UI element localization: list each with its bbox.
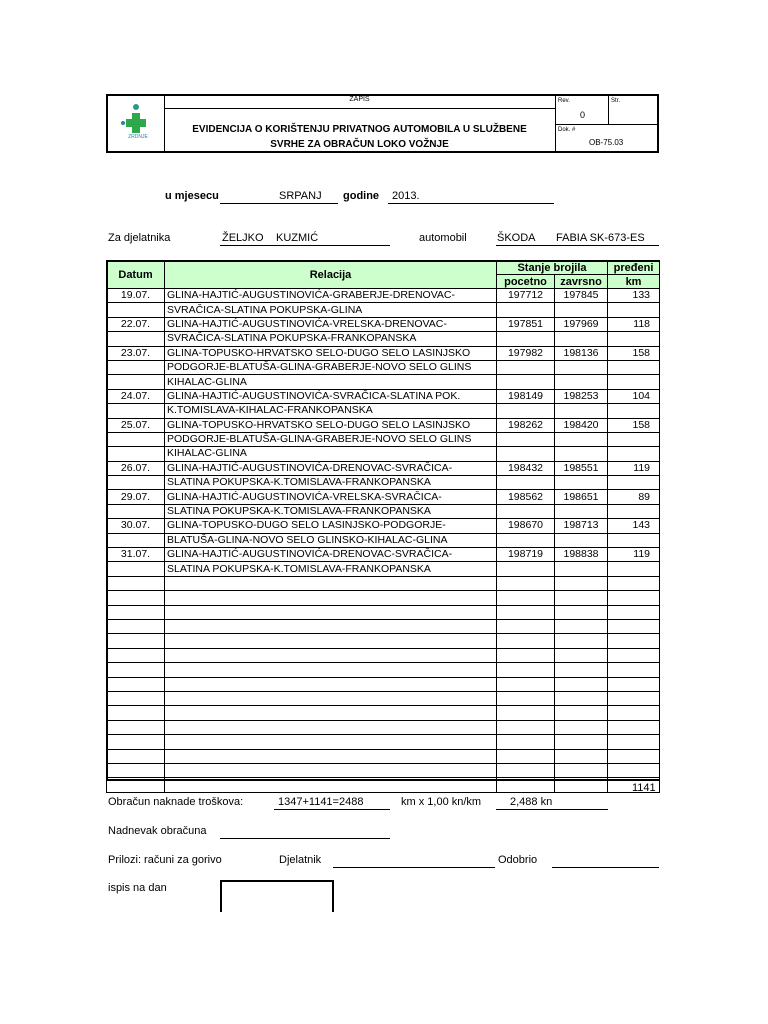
cell-date[interactable]: 30.07. [107, 519, 165, 533]
col-header-date: Datum [107, 261, 165, 289]
cell-date[interactable]: 23.07. [107, 346, 165, 360]
cell-km[interactable] [608, 332, 660, 346]
cell-date[interactable] [107, 677, 165, 691]
cell-start[interactable] [497, 332, 555, 346]
table-row [107, 447, 660, 461]
cell-km[interactable] [608, 706, 660, 720]
rev-value: 0 [580, 110, 586, 120]
cell-route[interactable] [165, 706, 497, 720]
cell-start[interactable] [497, 562, 555, 576]
cell-start[interactable] [497, 749, 555, 763]
cell-km[interactable] [608, 749, 660, 763]
cell-route[interactable] [165, 677, 497, 691]
table-row [107, 332, 660, 346]
approved-label: Odobrio [498, 854, 538, 866]
cell-end[interactable]: 198651 [555, 490, 608, 504]
table-row [107, 735, 660, 749]
cell-end[interactable]: 198838 [555, 548, 608, 562]
cell-route[interactable]: GLINA-HAJTIĆ-AUGUSTINOVIĆA-DRENOVAC-SVRAČICA- [165, 548, 497, 562]
cell-km[interactable] [608, 720, 660, 734]
cell-end[interactable]: 198551 [555, 461, 608, 475]
table-row [107, 576, 660, 590]
cell-route[interactable]: SVRAČICA-SLATINA POKUPSKA-FRANKOPANSKA [165, 332, 497, 346]
cell-start[interactable] [497, 634, 555, 648]
cell-start[interactable] [497, 360, 555, 374]
cell-end[interactable]: 198713 [555, 519, 608, 533]
table-row [107, 634, 660, 648]
cell-start[interactable] [497, 591, 555, 605]
cell-km[interactable] [608, 763, 660, 777]
cell-end[interactable] [555, 375, 608, 389]
cell-start[interactable] [497, 778, 555, 792]
cell-km[interactable] [608, 735, 660, 749]
employee-last-name[interactable]: KUZMIĆ [276, 232, 319, 244]
table-row [107, 303, 660, 317]
cell-date[interactable] [107, 360, 165, 374]
cell-km[interactable] [608, 360, 660, 374]
cell-route[interactable]: GLINA-TOPUSKO-DUGO SELO LASINJSKO-PODGORJE- [165, 519, 497, 533]
cell-date[interactable] [107, 691, 165, 705]
cell-start[interactable] [497, 404, 555, 418]
cell-start[interactable] [497, 375, 555, 389]
employee-label: Za djelatnika [108, 232, 171, 244]
cell-route[interactable] [165, 619, 497, 633]
cell-km[interactable] [608, 691, 660, 705]
cell-end[interactable] [555, 562, 608, 576]
cell-start[interactable] [497, 476, 555, 490]
col-header-km-line2: km [608, 275, 660, 289]
cell-end[interactable] [555, 778, 608, 792]
year-label: godine [343, 190, 380, 202]
cell-route[interactable] [165, 576, 497, 590]
cell-route[interactable]: SLATINA POKUPSKA-K.TOMISLAVA-FRANKOPANSKA [165, 476, 497, 490]
cell-start[interactable] [497, 605, 555, 619]
cell-km[interactable] [608, 591, 660, 605]
table-row [107, 562, 660, 576]
divider [608, 96, 609, 124]
table-row [107, 548, 660, 562]
employee-underline [220, 245, 390, 246]
cell-km[interactable] [608, 648, 660, 662]
table-row [107, 346, 660, 360]
cell-km[interactable] [608, 303, 660, 317]
approved-sign-field[interactable] [552, 867, 659, 868]
cell-date[interactable] [107, 605, 165, 619]
logo-text: ZRDNJE [128, 134, 148, 140]
cell-end[interactable]: 197845 [555, 289, 608, 303]
table-row [107, 619, 660, 633]
col-header-km-line1: pređeni [608, 261, 660, 275]
cell-route[interactable]: SLATINA POKUPSKA-K.TOMISLAVA-FRANKOPANSKA [165, 562, 497, 576]
cell-route[interactable]: GLINA-TOPUSKO-HRVATSKO SELO-DUGO SELO LASINJSKO [165, 346, 497, 360]
cell-end[interactable] [555, 634, 608, 648]
cell-end[interactable]: 197969 [555, 317, 608, 331]
str-label: Str. [611, 98, 621, 104]
doc-type: ZAPIS [349, 96, 370, 103]
cell-km[interactable]: 143 [608, 519, 660, 533]
cell-date[interactable] [107, 663, 165, 677]
cell-start[interactable]: 198432 [497, 461, 555, 475]
cell-end[interactable]: 198136 [555, 346, 608, 360]
cell-start[interactable] [497, 706, 555, 720]
cell-km[interactable] [608, 533, 660, 547]
cell-end[interactable] [555, 735, 608, 749]
cell-date[interactable] [107, 763, 165, 777]
cell-route[interactable] [165, 591, 497, 605]
cell-route[interactable] [165, 663, 497, 677]
table-row [107, 476, 660, 490]
table-row [107, 749, 660, 763]
cell-route[interactable] [165, 634, 497, 648]
car-make[interactable]: ŠKODA [497, 232, 536, 244]
cell-route[interactable] [165, 749, 497, 763]
cell-end[interactable] [555, 763, 608, 777]
table-row [107, 504, 660, 518]
cell-km[interactable]: 119 [608, 548, 660, 562]
col-header-end: zavrsno [555, 275, 608, 289]
total-km: 1141 [632, 782, 656, 794]
cell-route[interactable]: GLINA-HAJTIĆ-AUGUSTINOVIĆA-VRELSKA-DRENOVAC- [165, 317, 497, 331]
table-row [107, 591, 660, 605]
cell-start[interactable]: 198670 [497, 519, 555, 533]
cell-end[interactable] [555, 432, 608, 446]
cell-date[interactable] [107, 735, 165, 749]
cell-km[interactable] [608, 663, 660, 677]
cell-date[interactable] [107, 634, 165, 648]
month-label: u mjesecu [165, 190, 219, 202]
cell-km[interactable] [608, 634, 660, 648]
cell-date[interactable]: 22.07. [107, 317, 165, 331]
cell-end[interactable] [555, 648, 608, 662]
cell-route[interactable] [165, 735, 497, 749]
car-label: automobil [419, 232, 467, 244]
cell-end[interactable] [555, 749, 608, 763]
employee-sign-label: Djelatnik [279, 854, 322, 866]
cell-end[interactable] [555, 619, 608, 633]
cell-date[interactable] [107, 576, 165, 590]
cell-start[interactable] [497, 663, 555, 677]
cell-route[interactable]: PODGORJE-BLATUŠA-GLINA-GRABERJE-NOVO SELO GLINS [165, 432, 497, 446]
cell-start[interactable]: 198562 [497, 490, 555, 504]
cell-end[interactable] [555, 605, 608, 619]
cell-route[interactable]: SLATINA POKUPSKA-K.TOMISLAVA-FRANKOPANSKA [165, 504, 497, 518]
table-row [107, 490, 660, 504]
trip-log-table [106, 260, 659, 793]
cell-end[interactable] [555, 303, 608, 317]
cell-end[interactable] [555, 360, 608, 374]
table-row [107, 778, 660, 792]
cell-date[interactable] [107, 533, 165, 547]
cell-km[interactable]: 158 [608, 346, 660, 360]
cell-date[interactable] [107, 447, 165, 461]
cell-start[interactable] [497, 648, 555, 662]
print-date-box[interactable] [220, 880, 334, 912]
cell-end[interactable] [555, 447, 608, 461]
rev-label: Rev. [558, 98, 570, 104]
employee-first-name[interactable]: ŽELJKO [222, 232, 264, 244]
cell-end[interactable]: 198420 [555, 418, 608, 432]
col-header-meter: Stanje brojila [497, 261, 608, 275]
cell-start[interactable] [497, 447, 555, 461]
cell-date[interactable] [107, 562, 165, 576]
cell-date[interactable] [107, 504, 165, 518]
cell-date[interactable]: 24.07. [107, 389, 165, 403]
table-row [107, 360, 660, 374]
col-header-route: Relacija [165, 261, 497, 289]
amount-underline [496, 809, 608, 810]
cell-date[interactable] [107, 591, 165, 605]
cell-start[interactable] [497, 576, 555, 590]
calc-label: Obračun naknade troškova: [108, 796, 244, 808]
table-row [107, 691, 660, 705]
cell-end[interactable] [555, 504, 608, 518]
cell-date[interactable] [107, 720, 165, 734]
cell-start[interactable]: 197712 [497, 289, 555, 303]
table-row [107, 461, 660, 475]
cell-route[interactable]: KIHALAC-GLINA [165, 447, 497, 461]
cell-start[interactable] [497, 691, 555, 705]
cell-end[interactable] [555, 576, 608, 590]
cell-date[interactable] [107, 706, 165, 720]
cell-start[interactable]: 198149 [497, 389, 555, 403]
cell-route[interactable]: PODGORJE-BLATUŠA-GLINA-GRABERJE-NOVO SELO GLINS [165, 360, 497, 374]
table-row [107, 663, 660, 677]
cell-km[interactable] [608, 375, 660, 389]
cell-km[interactable]: 119 [608, 461, 660, 475]
year-value[interactable]: 2013. [392, 190, 420, 202]
cell-km[interactable]: 133 [608, 289, 660, 303]
cell-route[interactable]: KIHALAC-GLINA [165, 375, 497, 389]
document-header [106, 94, 659, 153]
table-row [107, 375, 660, 389]
cell-start[interactable] [497, 763, 555, 777]
month-underline [220, 203, 338, 204]
cell-end[interactable] [555, 404, 608, 418]
cell-route[interactable]: GLINA-HAJTIĆ-AUGUSTINOVIĆA-VRELSKA-SVRAČICA- [165, 490, 497, 504]
attachments-label: Prilozi: računi za gorivo [108, 854, 222, 866]
table-row [107, 389, 660, 403]
cell-route[interactable]: GLINA-HAJTIĆ-AUGUSTINOVIĆA-DRENOVAC-SVRAČICA- [165, 461, 497, 475]
cell-route[interactable] [165, 778, 497, 792]
cell-date[interactable] [107, 303, 165, 317]
cell-route[interactable]: K.TOMISLAVA-KIHALAC-FRANKOPANSKA [165, 404, 497, 418]
cell-km[interactable]: 89 [608, 490, 660, 504]
cell-date[interactable] [107, 332, 165, 346]
cell-date[interactable] [107, 778, 165, 792]
table-row [107, 706, 660, 720]
cell-start[interactable] [497, 533, 555, 547]
cell-end[interactable]: 198253 [555, 389, 608, 403]
table-row [107, 677, 660, 691]
dok-label: Dok. # [558, 127, 576, 133]
cell-end[interactable] [555, 533, 608, 547]
form-title-line1: EVIDENCIJA O KORIŠTENJU PRIVATNOG AUTOMOBILA U SLUŽBENE [192, 124, 527, 135]
cell-route[interactable]: SVRAČICA-SLATINA POKUPSKA-GLINA [165, 303, 497, 317]
table-row [107, 432, 660, 446]
cell-km[interactable] [608, 404, 660, 418]
table-row [107, 533, 660, 547]
cell-end[interactable] [555, 332, 608, 346]
cell-km[interactable]: 104 [608, 389, 660, 403]
trip-log [106, 260, 660, 793]
cell-start[interactable]: 198262 [497, 418, 555, 432]
cell-date[interactable] [107, 404, 165, 418]
cell-km[interactable] [608, 562, 660, 576]
cell-date[interactable]: 19.07. [107, 289, 165, 303]
month-value[interactable]: SRPANJ [279, 190, 322, 202]
table-row [107, 605, 660, 619]
cell-km[interactable] [608, 576, 660, 590]
table-row [107, 418, 660, 432]
cell-date[interactable] [107, 476, 165, 490]
cell-route[interactable]: GLINA-HAJTIĆ-AUGUSTINOVIĆA-SVRAČICA-SLATINA POK. [165, 389, 497, 403]
cell-start[interactable]: 198719 [497, 548, 555, 562]
calc-formula[interactable]: 1347+1141=2488 [278, 796, 364, 808]
form-title-line2: SVRHE ZA OBRAČUN LOKO VOŽNJE [270, 139, 449, 150]
cell-date[interactable] [107, 375, 165, 389]
date-label: Nadnevak obračuna [108, 825, 207, 837]
print-date-label: ispis na dan [108, 882, 167, 894]
cell-date[interactable] [107, 432, 165, 446]
cell-km[interactable] [608, 504, 660, 518]
table-row [107, 317, 660, 331]
cell-start[interactable] [497, 504, 555, 518]
cell-route[interactable] [165, 648, 497, 662]
cell-km[interactable]: 158 [608, 418, 660, 432]
cell-date[interactable]: 25.07. [107, 418, 165, 432]
dok-value: OB-75.03 [589, 138, 624, 147]
cell-start[interactable] [497, 432, 555, 446]
cell-km[interactable] [608, 677, 660, 691]
table-row [107, 763, 660, 777]
cell-km[interactable]: 118 [608, 317, 660, 331]
cell-end[interactable] [555, 591, 608, 605]
cell-route[interactable]: GLINA-TOPUSKO-HRVATSKO SELO-DUGO SELO LASINJSKO [165, 418, 497, 432]
cell-route[interactable] [165, 691, 497, 705]
car-model[interactable]: FABIA SK-673-ES [556, 232, 645, 244]
cell-route[interactable] [165, 720, 497, 734]
cell-end[interactable] [555, 677, 608, 691]
cell-km[interactable] [608, 432, 660, 446]
cell-end[interactable] [555, 691, 608, 705]
cell-km[interactable] [608, 619, 660, 633]
cell-start[interactable] [497, 735, 555, 749]
table-row [107, 289, 660, 303]
cell-end[interactable] [555, 706, 608, 720]
amount-value[interactable]: 2,488 kn [510, 796, 553, 808]
cell-start[interactable]: 197982 [497, 346, 555, 360]
company-logo [114, 102, 160, 144]
cell-date[interactable]: 31.07. [107, 548, 165, 562]
year-underline [388, 203, 554, 204]
cell-start[interactable] [497, 677, 555, 691]
cell-start[interactable]: 197851 [497, 317, 555, 331]
cell-start[interactable] [497, 303, 555, 317]
cell-route[interactable]: BLATUŠA-GLINA-NOVO SELO GLINSKO-KIHALAC-GLINA [165, 533, 497, 547]
car-underline [496, 245, 659, 246]
rate-label: km x 1,00 kn/km [401, 796, 482, 808]
cell-date[interactable] [107, 648, 165, 662]
table-row [107, 404, 660, 418]
cell-start[interactable] [497, 720, 555, 734]
cell-end[interactable] [555, 720, 608, 734]
employee-sign-field[interactable] [333, 867, 495, 868]
cell-route[interactable] [165, 763, 497, 777]
table-row [107, 648, 660, 662]
cell-start[interactable] [497, 619, 555, 633]
cell-km[interactable] [608, 447, 660, 461]
cell-km[interactable] [608, 476, 660, 490]
cell-end[interactable] [555, 663, 608, 677]
table-row [107, 519, 660, 533]
divider [164, 108, 555, 109]
cell-date[interactable]: 26.07. [107, 461, 165, 475]
date-field[interactable] [220, 838, 390, 839]
cell-date[interactable] [107, 749, 165, 763]
table-row [107, 720, 660, 734]
cell-route[interactable] [165, 605, 497, 619]
cell-route[interactable]: GLINA-HAJTIĆ-AUGUSTINOVIĆA-GRABERJE-DRENOVAC- [165, 289, 497, 303]
calc-underline [274, 809, 390, 810]
cell-date[interactable] [107, 619, 165, 633]
cell-end[interactable] [555, 476, 608, 490]
divider [555, 124, 657, 125]
cell-km[interactable] [608, 605, 660, 619]
col-header-start: pocetno [497, 275, 555, 289]
cell-date[interactable]: 29.07. [107, 490, 165, 504]
